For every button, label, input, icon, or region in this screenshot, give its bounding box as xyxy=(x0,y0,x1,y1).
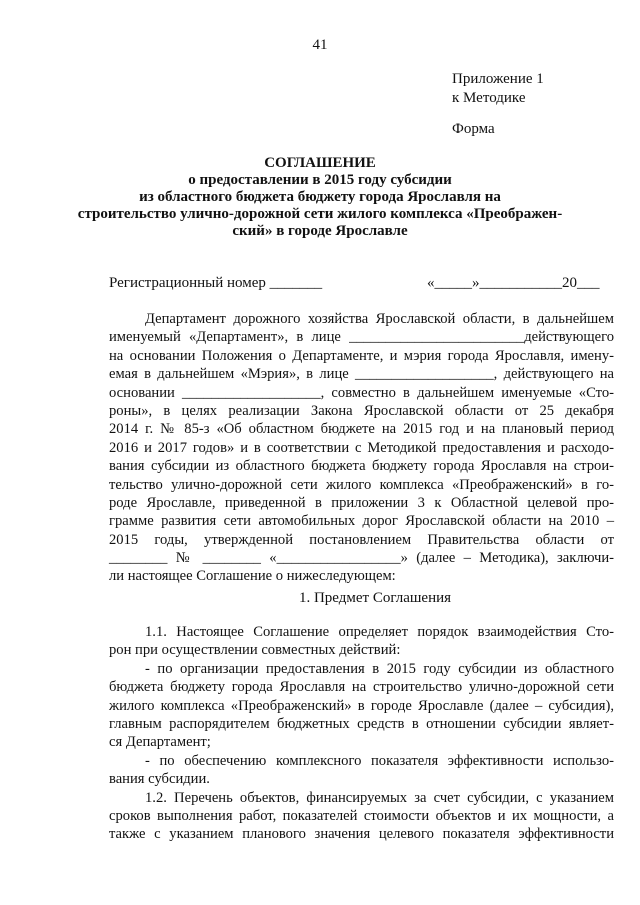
text-line: вания субсидии. xyxy=(109,771,210,788)
text-line: - по обеспечению комплексного показателя эффективности использо- xyxy=(145,752,614,769)
text-line: ли настоящее Соглашение о нижеследующем: xyxy=(109,568,396,585)
text-line: 2014 г. № 85-з «Об областном бюджете на 2015 год и на плановый период xyxy=(109,421,614,438)
text-line: также с указанием планового значения целевого показателя эффективности xyxy=(109,826,614,843)
title-line-2: о предоставлении в 2015 году субсидии xyxy=(188,172,452,188)
text-line: 2016 и 2017 годов» и в соответствии с Методикой предоставления и расходо- xyxy=(109,439,614,456)
text-line: сроков выполнения работ, показателей стоимости объектов и их мощности, а xyxy=(109,807,614,824)
title-line-3: из областного бюджета бюджету города Ярославля на xyxy=(139,189,501,205)
registration-number: Регистрационный номер _______ xyxy=(109,275,323,291)
appendix-line-2: к Методике xyxy=(452,90,526,106)
appendix-line-1: Приложение 1 xyxy=(452,71,544,87)
appendix-note xyxy=(452,70,544,108)
text-line: ся Департамент; xyxy=(109,734,211,751)
text-line: главным распорядителем бюджетных средств в отношении субсидии являет- xyxy=(109,715,614,732)
text-line: Департамент дорожного хозяйства Ярославской области, в дальнейшем xyxy=(145,311,614,327)
text-line: бюджета бюджету города Ярославля на строительство улично-дорожной сети xyxy=(109,679,614,696)
text-line: 2015 годы, утвержденной постановлением Правительства области от xyxy=(109,531,614,548)
document-title xyxy=(0,155,640,240)
text-line: роны», в целях реализации Закона Ярославской области от 25 декабря xyxy=(109,402,614,419)
text-line: именуемый «Департамент», в лице ________________________действующего xyxy=(109,329,614,346)
title-line-5: ский» в городе Ярославле xyxy=(232,223,408,239)
text-line: - по организации предоставления в 2015 году субсидии из областного xyxy=(145,660,614,677)
text-line: емая в дальнейшем «Мэрия», в лице ___________________, действующего на xyxy=(109,366,614,383)
title-line-1: СОГЛАШЕНИЕ xyxy=(264,155,376,171)
page-number: 41 xyxy=(312,37,328,53)
text-line: ________ № ________ «_________________» (далее – Методика), заключи- xyxy=(109,550,614,567)
text-line: рон при осуществлении совместных действий: xyxy=(109,642,401,659)
text-line: жилого комплекса «Преображенский» в городе Ярославле (далее – субсидия), xyxy=(109,697,614,714)
form-label: Форма xyxy=(452,121,495,137)
text-line: на основании Положения о Департаменте, и мэрия города Ярославля, имену- xyxy=(109,347,614,364)
text-line: тельство улично-дорожной сети жилого комплекса «Преображенский» в го- xyxy=(109,476,614,493)
text-line: 1.2. Перечень объектов, финансируемых за счет субсидии, с указанием xyxy=(145,789,614,806)
text-line: вания субсидии из областного бюджета бюджету города Ярославля на строи- xyxy=(109,458,614,475)
text-line: роде Ярославле, приведенной в приложении 3 к Областной целевой про- xyxy=(109,494,614,511)
text-line: грамме развития сети автомобильных дорог Ярославской области на 2010 – xyxy=(109,513,614,530)
preamble-paragraph xyxy=(109,310,614,586)
section-1-body xyxy=(109,623,614,844)
text-line: 1.1. Настоящее Соглашение определяет порядок взаимодействия Сто- xyxy=(145,624,614,640)
section-1-title: 1. Предмет Соглашения xyxy=(298,590,452,606)
title-line-4: строительство улично-дорожной сети жилого комплекса «Преображен- xyxy=(77,206,563,222)
registration-date: «_____»___________20___ xyxy=(427,275,600,291)
text-line: основании ___________________, совместно в дальнейшем именуемые «Сто- xyxy=(109,384,614,401)
registration-row xyxy=(109,275,614,292)
